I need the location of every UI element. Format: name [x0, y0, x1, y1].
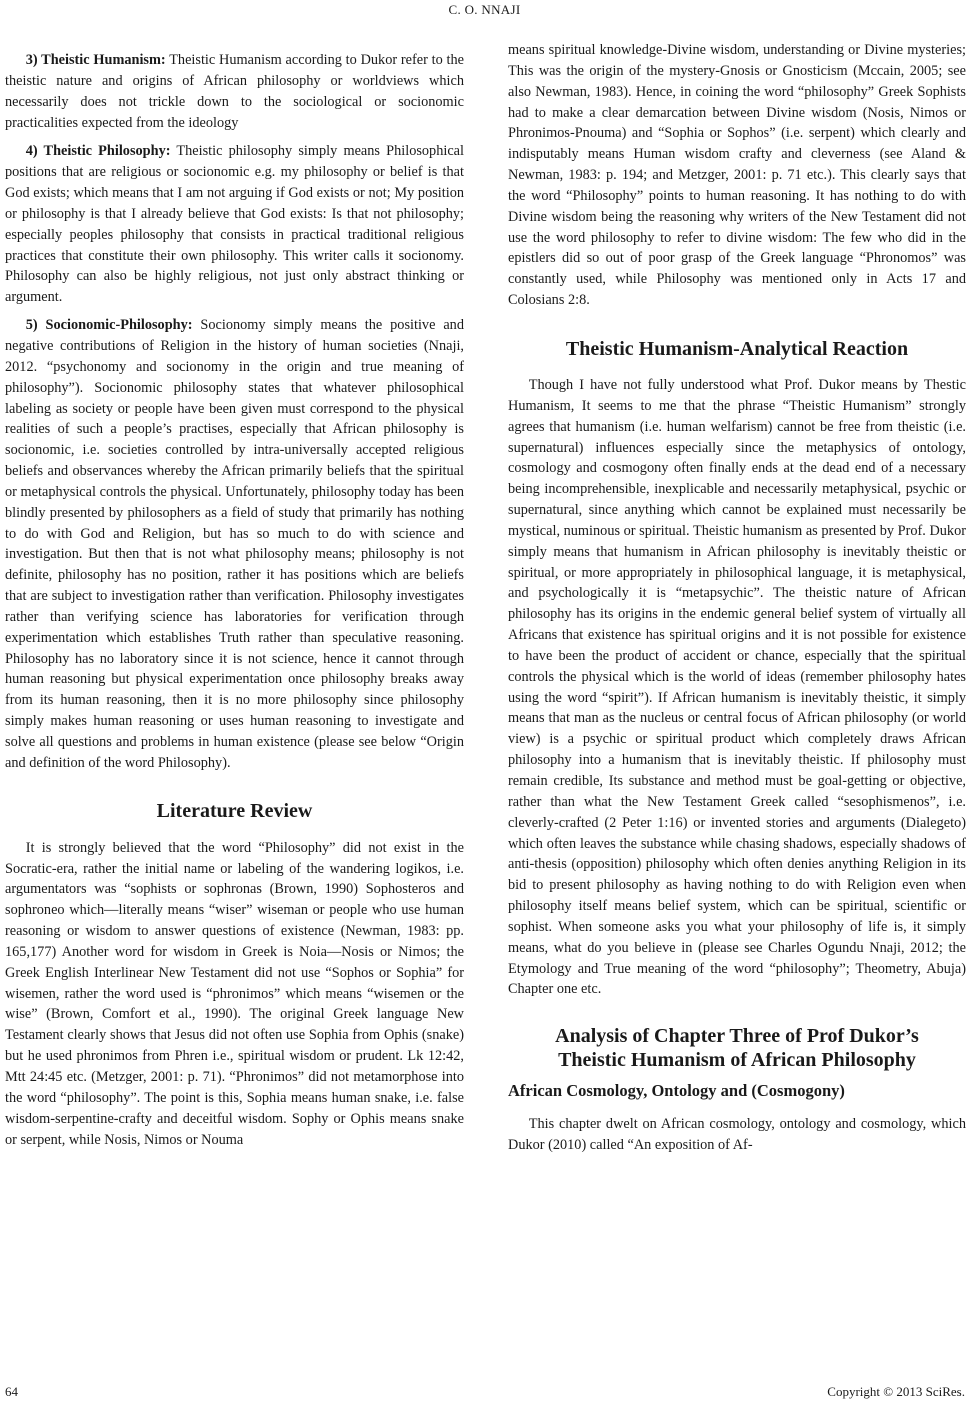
paragraph-lead: 3) Theistic Humanism:: [25, 52, 166, 68]
section-heading-literature-review: Literature Review: [156, 799, 313, 822]
paragraph-cosmology: This chapter dwelt on African cosmology, ontology and cosmology, which Dukor (2010) called “An exposition of Af-: [508, 1116, 966, 1154]
paragraph-socionomic-philosophy: [5, 315, 464, 774]
copyright-notice: Copyright © 2013 SciRes.: [827, 1384, 965, 1399]
paragraph-analytical-reaction: Though I have not fully understood what Prof. Dukor means by Thestic Humanism, It seems to me that the phrase “Theistic Humanism” strongly agrees that humanism (i.e. human welfarism) cannot be free from theistic (i.e. supernatural) influences especially since the metaphysics of ontology, cosmology and cosmogony often finally ends at the dead end of a necessary being incomprehensible, inexplicable and necessarily metaphysical, psychic or supernatural, since anything which cannot be explained must necessarily be mystical, numinous or spiritual. Theistic humanism as presented by Prof. Dukor simply means that humanism in African philosophy is inevitably theistic or spiritual, or more appropriately in philosophical language, it is metaphysical, and psychologically it is “metapsychic”. The theistic nature of African philosophy has its origins in the endemic general belief system of virtually all Africans that existence has spiritual origins and it is not possible for existence to have been the product of accident or chance, especially that the spiritual controls the physical which is the world of ideas (remember philosophy hates using the word “spirit”). If African humanism is inevitably theistic, it simply means that man as the nucleus or central focus of African philosophy (or world view) is a psychic or spiritual product which completely draws African philosophy into a humanism that is inevitably theistic. If philosophy must remain credible, Its substance and method must be goal-getting or objective, rather than what the New Testament Greek called “sesophismenos”, i.e. cleverly-crafted (2 Peter 1:16) or invented stories and arguments (Dialegeto) which often leaves the substance while chasing shadows, especially shadows of anti-thesis (opposition) philosophy which often denies anything Religion in its bid to present philosophy as having nothing to do with Religion even when philosophy itself means belief system, which can be spiritual, scientific or sophist. When someone asks you what your philosophy of life is, it simply means, what do you believe in (please see Charles Ogundu Nnaji, 2012; the Etymology and True meaning of the word “philosophy”; Theometry, Abuja) Chapter one etc.: [508, 376, 966, 998]
paragraph-theistic-philosophy: [5, 141, 464, 308]
running-head: C. O. NNAJI: [448, 2, 521, 17]
section-heading-chapter-three-line1: Analysis of Chapter Three of Prof Dukor’s: [555, 1025, 919, 1048]
paragraph-continued: means spiritual knowledge-Divine wisdom, understanding or Divine mysteries; This was the origin of the mystery-Gnosis or Gnosticism (Mccain, 2005; see also Newman, 1983). Hence, in coining the word “philosophy” Greek Sophists had to make a clear demarcation between Divine wisdom (Nosis, Nimos or Phronimos-Pnouma) and “Sophia or Sophos” (i.e. serpent) which clearly and indisputably means Human wisdom crafty and cleverness (see Aland & Newman, 1983: p. 194; and Metzger, 2001: p. 71 etc.). This clearly says that the word “Philosophy” points to human reasoning. It has nothing to do with Divine wisdom being the reasoning why writers of the New Testament did not use the word philosophy to refer to divine wisdom: The few who did in the epistlers did so out of poor grasp of the Greek language “Phronomos” was constantly used, while Philosophy was mentioned only in Acts 17 and Colosians 2:8.: [508, 42, 966, 309]
paragraph-theistic-humanism: [5, 50, 464, 133]
page-number: 64: [5, 1384, 18, 1399]
right-column: [508, 40, 966, 1156]
section-heading-chapter-three-line2: Theistic Humanism of African Philosophy: [558, 1049, 916, 1072]
paragraph-lead: 4) Theistic Philosophy:: [25, 143, 171, 160]
left-column: [5, 50, 464, 1150]
section-heading-analytical-reaction: Theistic Humanism-Analytical Reaction: [565, 337, 909, 360]
paragraph-literature-review: It is strongly believed that the word “Philosophy” did not exist in the Socratic-era, rather the initial name or labeling of the wandering logikos, i.e. argumentators was “sophists or sophronas (Brown, 1990) Sophosteros and sophroneo which—literally means “wiser” wiseman or people who use human reasoning or wisdom to answer questions of existence (Newman, 1983: pp. 165,177) Another word for wisdom in Greek is Noia—Nosis or Nimos; the Greek English Interlinear New Testament did not use “Sophos or Sophia” for wisemen, rather the word used is “phronimos” which means “wisemen or the wise” (Brown, Comfort et al., 1990). The original Greek language New Testament clearly shows that Jesus did not often use Sophia from Ophis (snake) but he used phronimos from Phren i.e., spiritual wisdom or prudent. Lk 12:42, Mtt 24:45 etc. (Metzger, 2001: p. 71). “Phronimos” did not metamorphose into the word “philosophy”. The point is this, Sophia means human snake, i.e. false wisdom-serpentine-crafty and deceitful wisdom. Sophy or Ophis means snake or serpent, while Nosis, Nimos or Nouma: [5, 839, 464, 1148]
paragraph-body: Theistic philosophy simply means Philosophical positions that are religious or socionomic e.g. my philosophy or belief is that God exists; which means that I am not arguing if God exists or not; My position or philosophy is that I already believe that God exists: Is that not philosophy; especially peoples philosophy that consists in practical traditional religious practices that constitute their own philosophy. This writer calls it socionomy. Philosophy can also be highly religious, not just only abstract thinking or argument.: [5, 143, 464, 306]
paragraph-body: Theistic Humanism according to Dukor refer to the theistic nature and origins of African philosophy or worldviews which necessarily does not trickle down to the sociological or socionomic practicalities expected from the ideology: [5, 52, 464, 131]
paragraph-body: Socionomy simply means the positive and negative contributions of Religion in the history of human societies (Nnaji, 2012. “psychonomy and socionomy in the origin and true meaning of philosophy”). Socionomic philosophy states that whatever philosophical labeling as society or people have been given must correspond to the physical realities of such a people’s practises, especially that African philosophy is socionomic, i.e. societies controlled by intra-universally accepted religious beliefs and observances whereby the African primarily beliefs that the spiritual or metaphysical controls the physical. Unfortunately, philosophy today has been blindly presented by philosophers as a field of study that primarily has nothing to do with God and Religion, but has so much to do with science and investigation. But then that is not what philosophy means; philosophy is not definite, philosophy has no position, rather it has positions which are beliefs that are subject to investigation rather than verification. Philosophy investigates rather than verifying science has laboratories for verification through experimentation which establishes Truth rather than speculative reasoning. Philosophy has no laboratory since it is not science, hence it cannot through human reasoning but physical experimentation once philosophy breaks away from its human reasoning, then it is no more philosophy since philosophy simply makes human reasoning or uses human reasoning to investigate and solve all questions and problems in human existence (please see below “Origin and definition of the word Philosophy).: [5, 317, 464, 771]
subsection-heading-cosmology: African Cosmology, Ontology and (Cosmogony): [508, 1081, 845, 1101]
paragraph-lead: 5) Socionomic-Philosophy:: [25, 317, 193, 334]
